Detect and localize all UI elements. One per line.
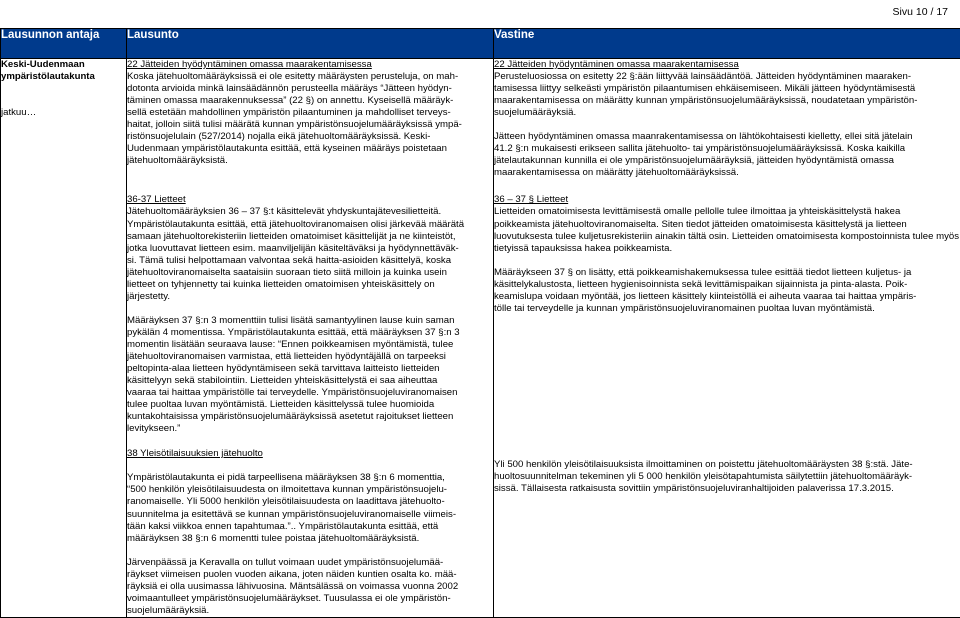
statement-section-22 — [127, 59, 493, 167]
text-line: Ympäristölautakunta ei pidä tarpeellisena määräyksen 38 §:n 6 momenttia, — [127, 472, 493, 484]
table-header-row — [1, 29, 960, 59]
text-line: täminen omassa maarakennuksessa” (22 §) on annettu. Kyseisellä määräyk- — [127, 95, 493, 107]
text-line: haitat, jolloin siitä tulisi määrätä kunnan ympäristönsuojelumääräyksissä ympä- — [127, 119, 493, 131]
text-line: lietteet on tyhjennetty tai kuinka lietteiden omatoimisen yhteiskäsittely on — [127, 279, 493, 291]
text-line: järjestetty. — [127, 291, 493, 303]
text-line: voimaantulleet ympäristönsuojelumääräykset. Tuusulassa ei ole ympäristön- — [127, 593, 493, 605]
text-line: tulee puoltaa luvan myöntämistä. Lietteiden käsittelyssä tulee huomioida — [127, 399, 493, 411]
section-text — [494, 206, 960, 254]
text-line: maarakentamisessa on määrätty kunnan ympäristönsuojelumääräyksissä, noudatetaan ympäristön- — [494, 95, 960, 107]
continued-label: jatkuu… — [1, 107, 126, 119]
text-line: vaaraa tai haittaa ympäristölle tai terveydelle. Ympäristönsuojeluviranomaisen — [127, 387, 493, 399]
section-text — [127, 557, 493, 617]
text-line: Koska jätehuoltomääräyksissä ei ole esitetty määräysten perusteluja, on mah- — [127, 71, 493, 83]
text-line: sissä. Tällaisesta ratkaisusta sovittiin ympäristönsuojeluviranhaltijoiden palaverissa 17.3.2015. — [494, 483, 960, 495]
header-giver: Lausunnon antaja — [1, 29, 127, 59]
text-line: Jätteen hyödyntäminen omassa maanrakentamisessa on lähtökohtaisesti kielletty, ellei sitä jätelain — [494, 131, 960, 143]
text-line: peltopinta-alaa lietteen hyödyntämiseen sekä tarvittava laitteisto lietteiden — [127, 363, 493, 375]
section-heading: 22 Jätteiden hyödyntäminen omassa maarakentamisessa — [494, 59, 960, 71]
section-heading: 36-37 Lietteet — [127, 194, 493, 206]
text-line: räyksiä ei olla uusimassa lähivuosina. Mäntsälässä on voimassa vuonna 2002 — [127, 581, 493, 593]
giver-cell — [1, 59, 127, 618]
text-line: poikkeamista jätehuoltoviranomaiselta. Siten tiedot jätteiden omatoimisesta käsittelystä ja lietteen — [494, 219, 960, 231]
section-text — [127, 472, 493, 544]
text-line: momentin lisätään seuraava lause: “Ennen poikkeamisen myöntämistä, tulee — [127, 339, 493, 351]
response-cell — [494, 59, 960, 618]
text-line: si. Tämä tulisi helpottamaan valvontaa sekä haitta-asioiden käsittelyä, koska — [127, 255, 493, 267]
text-line: Jätehuoltomääräyksien 36 – 37 §:t käsittelevät yhdyskuntajätevesilietteitä. — [127, 206, 493, 218]
text-line: dotonta arvioida minkä lainsäädännön perusteella määräys “Jätteen hyödyn- — [127, 83, 493, 95]
text-line: sellä estetään mahdollinen ympäristön pilaantuminen ja mahdolliset terveys- — [127, 107, 493, 119]
text-line: keamislupa voidaan myöntää, jos lietteen käsittely kiinteistöllä ei aiheuta vaaraa tai haittaa ympäris- — [494, 291, 960, 303]
text-line: jätelautakunnan kunnilla ei ole ympäristönsuojelumääräyksiä, jätteiden hyödyntämistä omassa — [494, 155, 960, 167]
header-response: Vastine — [494, 29, 960, 59]
text-line: jätehuoltoviranomaisen varmistaa, että lietteiden hyödyntäjällä on tarpeeksi — [127, 351, 493, 363]
text-line: tietyissä tapauksissa hakea poikkeamista. — [494, 243, 960, 255]
table-row — [1, 59, 960, 618]
text-line: “500 henkilön yleisötilaisuudesta on ilmoitettava kunnan ympäristönsuojelu- — [127, 484, 493, 496]
section-text — [127, 206, 493, 302]
page-number: Sivu 10 / 17 — [893, 6, 948, 18]
statement-section-38 — [127, 448, 493, 617]
statement-section-36-37 — [127, 194, 493, 435]
statement-cell — [127, 59, 494, 618]
text-line: Lietteiden omatoimisesta levittämisestä omalle pellolle tulee ilmoittaa ja yhteiskäsittelystä hakea — [494, 206, 960, 218]
text-line: Yli 500 henkilön yleisötilaisuuksista ilmoittaminen on poistettu jätehuoltomääräysten 38 §:stä. Jäte- — [494, 459, 960, 471]
section-heading: 22 Jätteiden hyödyntäminen omassa maarakentamisessa — [127, 59, 493, 71]
text-line: kuntakohtaisissa ympäristönsuojelumääräyksissä asetetut rajoitukset lietteen — [127, 411, 493, 423]
text-line: luovutuksesta tulee kuljetusrekisteriin ainakin tältä osin. Lietteiden omatoimisesta kompostoinnista tulee myös — [494, 231, 960, 243]
giver-name — [1, 59, 126, 83]
text-line: Ympäristölautakunta esittää, että jätehuoltoviranomaisen olisi järkevää määrätä — [127, 219, 493, 231]
section-text — [494, 131, 960, 179]
text-line: tölle tai terveydelle ja kunnan ympäristönsuojeluviranomainen puoltaa luvan myöntämistä. — [494, 303, 960, 315]
text-line: Määräykseen 37 § on lisätty, että poikkeamishakemuksessa tulee esittää tiedot lietteen kuljetus- ja — [494, 267, 960, 279]
text-line: huoltosuunnitelman tekeminen yli 5 000 henkilön yleisötapahtumista säilytettiin jätehuoltomääräyk- — [494, 471, 960, 483]
text-line: pykälän 4 momentissa. Ympäristölautakunta esittää, että määräyksen 37 §:n 3 — [127, 327, 493, 339]
section-text — [494, 71, 960, 119]
text-line: levitykseen.” — [127, 423, 493, 435]
response-section-36-37 — [494, 194, 960, 314]
section-heading: 36 – 37 § Lietteet — [494, 194, 960, 206]
text-line: ympäristölautakunta — [1, 71, 126, 83]
text-line: jätehuoltomääräyksistä. — [127, 155, 493, 167]
text-line: 41.2 §:n mukaisesti erikseen sallita jätehuolto- tai ympäristönsuojelumääräyksissä. Koska kaikilla — [494, 143, 960, 155]
header-statement: Lausunto — [127, 29, 494, 59]
text-line: jätehuoltoviranomaiselta saataisiin suoraan tieto siitä milloin ja kuinka usein — [127, 267, 493, 279]
text-line: jotka luovuttavat lietteen esim. maanviljelijän käsiteltäväksi ja hyödynnettäväk- — [127, 243, 493, 255]
text-line: ristönsuojelulain (527/2014) nojalla eikä jätehuoltomääräyksissä. Keski- — [127, 131, 493, 143]
response-section-38 — [494, 459, 960, 495]
text-line: Määräyksen 37 §:n 3 momenttiin tulisi lisätä samantyylinen lause kuin saman — [127, 315, 493, 327]
text-line: räykset viimeisen puolen vuoden aikana, joten näiden kuntien osalta ko. mää- — [127, 569, 493, 581]
text-line: tamisessa liittyy selkeästi ympäristön pilaantumisen ehkäisemiseen. Mikäli jätteen hyödyntämisestä — [494, 83, 960, 95]
section-text — [494, 459, 960, 495]
text-line: ranomaiselle. Yli 5000 henkilön yleisötilaisuudesta on laadittava jätehuolto- — [127, 496, 493, 508]
text-line: suojelumääräyksiä. — [494, 107, 960, 119]
statement-table — [0, 28, 960, 618]
text-line: suojelumääräyksiä. — [127, 605, 493, 617]
text-line: käsittelykalustosta, lietteen hygienisoinnista sekä levittämispaikan sijainnista ja pinta-alasta. Poik- — [494, 279, 960, 291]
text-line: Uudenmaan ympäristölautakunta esittää, että kyseinen määräys poistetaan — [127, 143, 493, 155]
text-line: Keski-Uudenmaan — [1, 59, 126, 71]
text-line: Perusteluosiossa on esitetty 22 §:ään liittyvää lainsäädäntöä. Jätteiden hyödyntäminen maaraken- — [494, 71, 960, 83]
text-line: määräyksen 38 §:n 6 momentti tulee poistaa jätehuoltomääräyksistä. — [127, 533, 493, 545]
text-line: samaan jätehuoltorekisteriin lietteiden omatoimiset käsittelijät ja ne kiinteistöt, — [127, 231, 493, 243]
section-heading: 38 Yleisötilaisuuksien jätehuolto — [127, 448, 493, 460]
text-line: käsittelyyn sekä stabilointiin. Lietteiden yhteiskäsittelystä ei saa aiheuttaa — [127, 375, 493, 387]
text-line: suunnitelma ja esitettävä se kunnan ympäristönsuojeluviranomaiselle viimeis- — [127, 509, 493, 521]
section-text — [127, 315, 493, 435]
section-text — [127, 71, 493, 167]
response-section-22 — [494, 59, 960, 179]
text-line: maarakentamisessa on määrätty jätehuoltomääräyksissä. — [494, 167, 960, 179]
text-line: tään kaksi viikkoa ennen tapahtumaa.”.. Ympäristölautakunta esittää, että — [127, 521, 493, 533]
text-line: Järvenpäässä ja Keravalla on tullut voimaan uudet ympäristönsuojelumää- — [127, 557, 493, 569]
section-text — [494, 267, 960, 315]
